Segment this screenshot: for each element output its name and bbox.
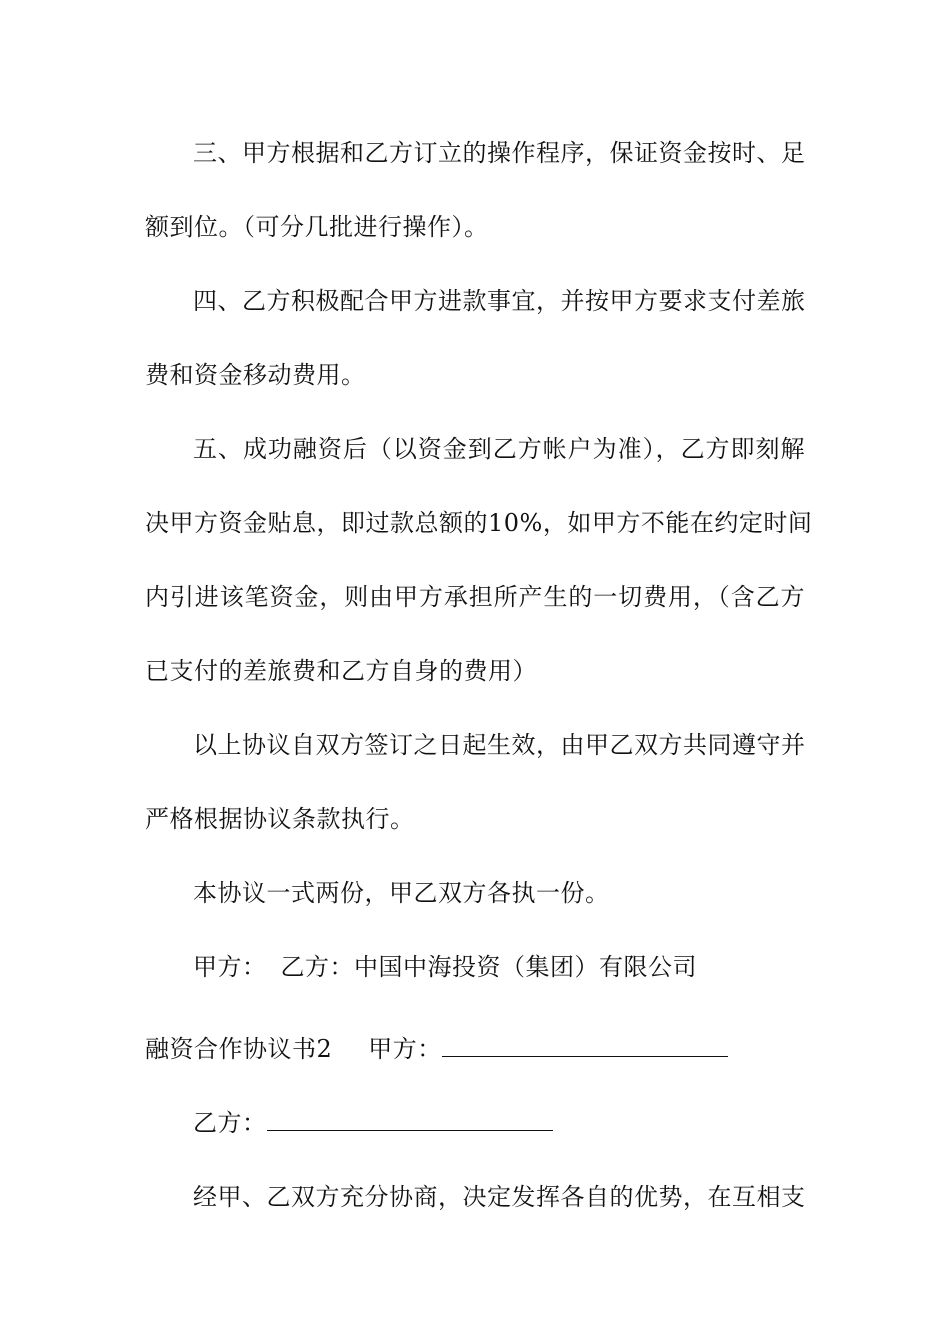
paragraph-4-line-1: 四、乙方积极配合甲方进款事宜，并按甲方要求支付差旅 [193, 287, 806, 315]
agreement-2-header [145, 1033, 728, 1065]
effective-clause-line-1: 以上协议自双方签订之日起生效，由甲乙双方共同遵守并 [193, 731, 806, 759]
party-b-signature-blank [267, 1108, 553, 1131]
party-b-company: 乙方：中国中海投资（集团）有限公司 [280, 953, 697, 981]
party-a-signature-blank [442, 1034, 728, 1057]
paragraph-5-line-2: 决甲方资金贴息，即过款总额的10%，如甲方不能在约定时间 [145, 509, 813, 537]
paragraph-5-line-4: 已支付的差旅费和乙方自身的费用） [145, 657, 537, 685]
party-b-label-2: 乙方： [193, 1109, 267, 1137]
effective-clause-line-2: 严格根据协议条款执行。 [145, 805, 415, 833]
paragraph-4-line-2: 费和资金移动费用。 [145, 361, 366, 389]
agreement-2-title: 融资合作协议书2 [145, 1035, 333, 1063]
party-a-label: 甲方： [193, 953, 267, 981]
paragraph-5-line-1: 五、成功融资后（以资金到乙方帐户为准），乙方即刻解 [193, 435, 805, 463]
copies-clause: 本协议一式两份，甲乙双方各执一份。 [193, 879, 610, 907]
paragraph-5-line-3: 内引进该笔资金，则由甲方承担所产生的一切费用，（含乙方 [145, 583, 805, 611]
party-b-signature-line [193, 1107, 553, 1139]
paragraph-3-line-1: 三、甲方根据和乙方订立的操作程序，保证资金按时、足 [193, 139, 806, 167]
party-line [193, 951, 697, 983]
paragraph-3-line-2: 额到位。（可分几批进行操作）。 [145, 213, 489, 241]
party-a-label-2: 甲方： [368, 1035, 442, 1063]
agreement-2-intro-line-1: 经甲、乙双方充分协商，决定发挥各自的优势，在互相支 [193, 1183, 806, 1211]
